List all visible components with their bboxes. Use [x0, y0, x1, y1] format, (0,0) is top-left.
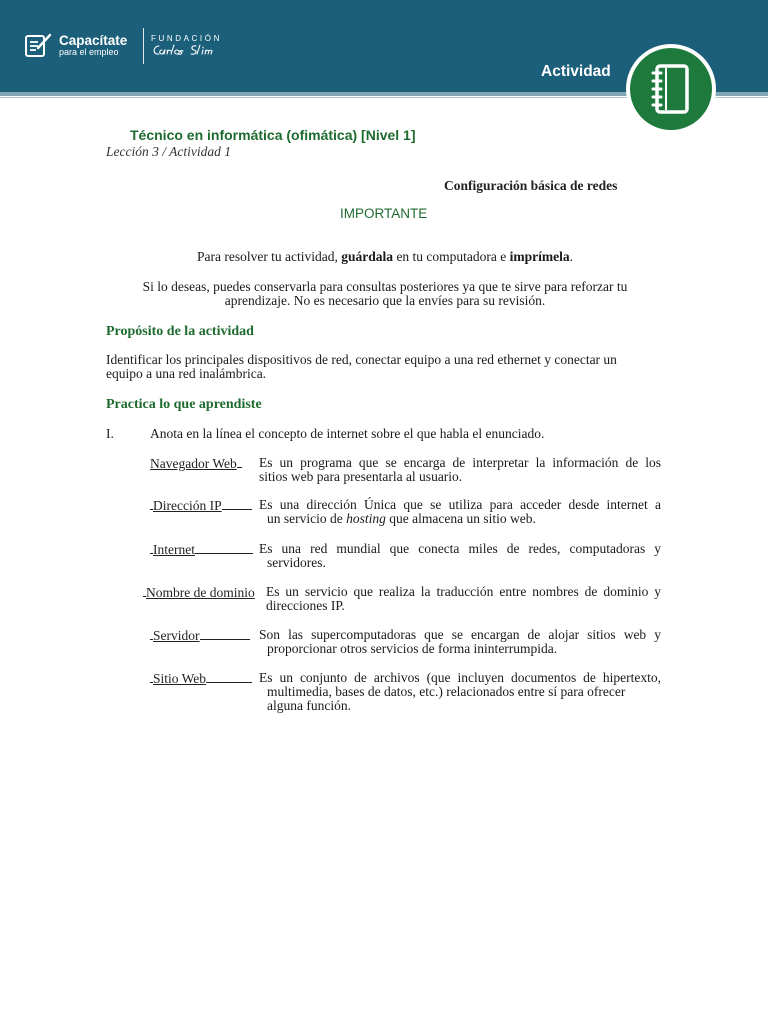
answer-definition: Son las supercomputadoras que se encargan de alojar sitios web y proporcionar otros servicios de forma ininterrumpida. [259, 627, 661, 656]
answer-definition: Es un servicio que realiza la traducción entre nombres de dominio y direcciones IP. [266, 584, 661, 613]
important-label: IMPORTANTE [340, 206, 428, 221]
practice-heading: Practica lo que aprendiste [106, 397, 262, 412]
question-number: I. [106, 426, 114, 441]
answer-term: Internet [150, 541, 253, 558]
answer-term: Navegador Web [150, 455, 242, 472]
answer-term: Sitio Web [150, 670, 252, 687]
answer-definition: Es un conjunto de archivos (que incluyen documentos de hipertexto, multimedia, bases de datos, etc.) relacionados entre sí para ofrecer alguna función. [259, 670, 661, 713]
answer-definition: Es una red mundial que conecta miles de redes, computadoras y servidores. [259, 541, 661, 570]
answer-definition: Es un programa que se encarga de interpretar la información de los sitios web para presentarla al usuario. [259, 455, 661, 484]
course-title: Técnico en informática (ofimática) [Nivel 1] [130, 127, 416, 143]
carlos-slim-signature [151, 43, 239, 57]
purpose-heading: Propósito de la actividad [106, 324, 254, 339]
instructions-paragraph: Para resolver tu actividad, guárdala en tu computadora e imprímela. [196, 249, 574, 264]
logo-name: Capacítate [59, 33, 128, 48]
purpose-text: Identificar los principales dispositivos de red, conectar equipo a una red ethernet y conectar un equipo a una red inalámbrica. [106, 352, 617, 381]
document-title: Configuración básica de redes [444, 178, 618, 193]
logo-tagline: para el empleo [59, 47, 119, 57]
answer-term: Servidor [150, 627, 250, 644]
fundacion-label: FUNDACIÓN [151, 34, 222, 43]
logo-divider [143, 28, 144, 64]
note-paragraph: Si lo deseas, puedes conservarla para consultas posteriores ya que te sirve para reforzar tu aprendizaje. No es necesario que la envíes para su revisión. [142, 279, 628, 308]
section-label: Actividad [541, 63, 611, 80]
question-prompt: Anota en la línea el concepto de internet sobre el que habla el enunciado. [150, 426, 545, 441]
answer-definition: Es una dirección Única que se utiliza para acceder desde internet a un servicio de hosting que almacena un sitio web. [259, 497, 661, 526]
answer-term: Dirección IP [150, 497, 252, 514]
answer-term: Nombre de dominio [143, 584, 255, 601]
capacitate-logo-icon [24, 32, 52, 58]
lesson-label: Lección 3 / Actividad 1 [106, 144, 231, 159]
notebook-icon [624, 42, 718, 136]
